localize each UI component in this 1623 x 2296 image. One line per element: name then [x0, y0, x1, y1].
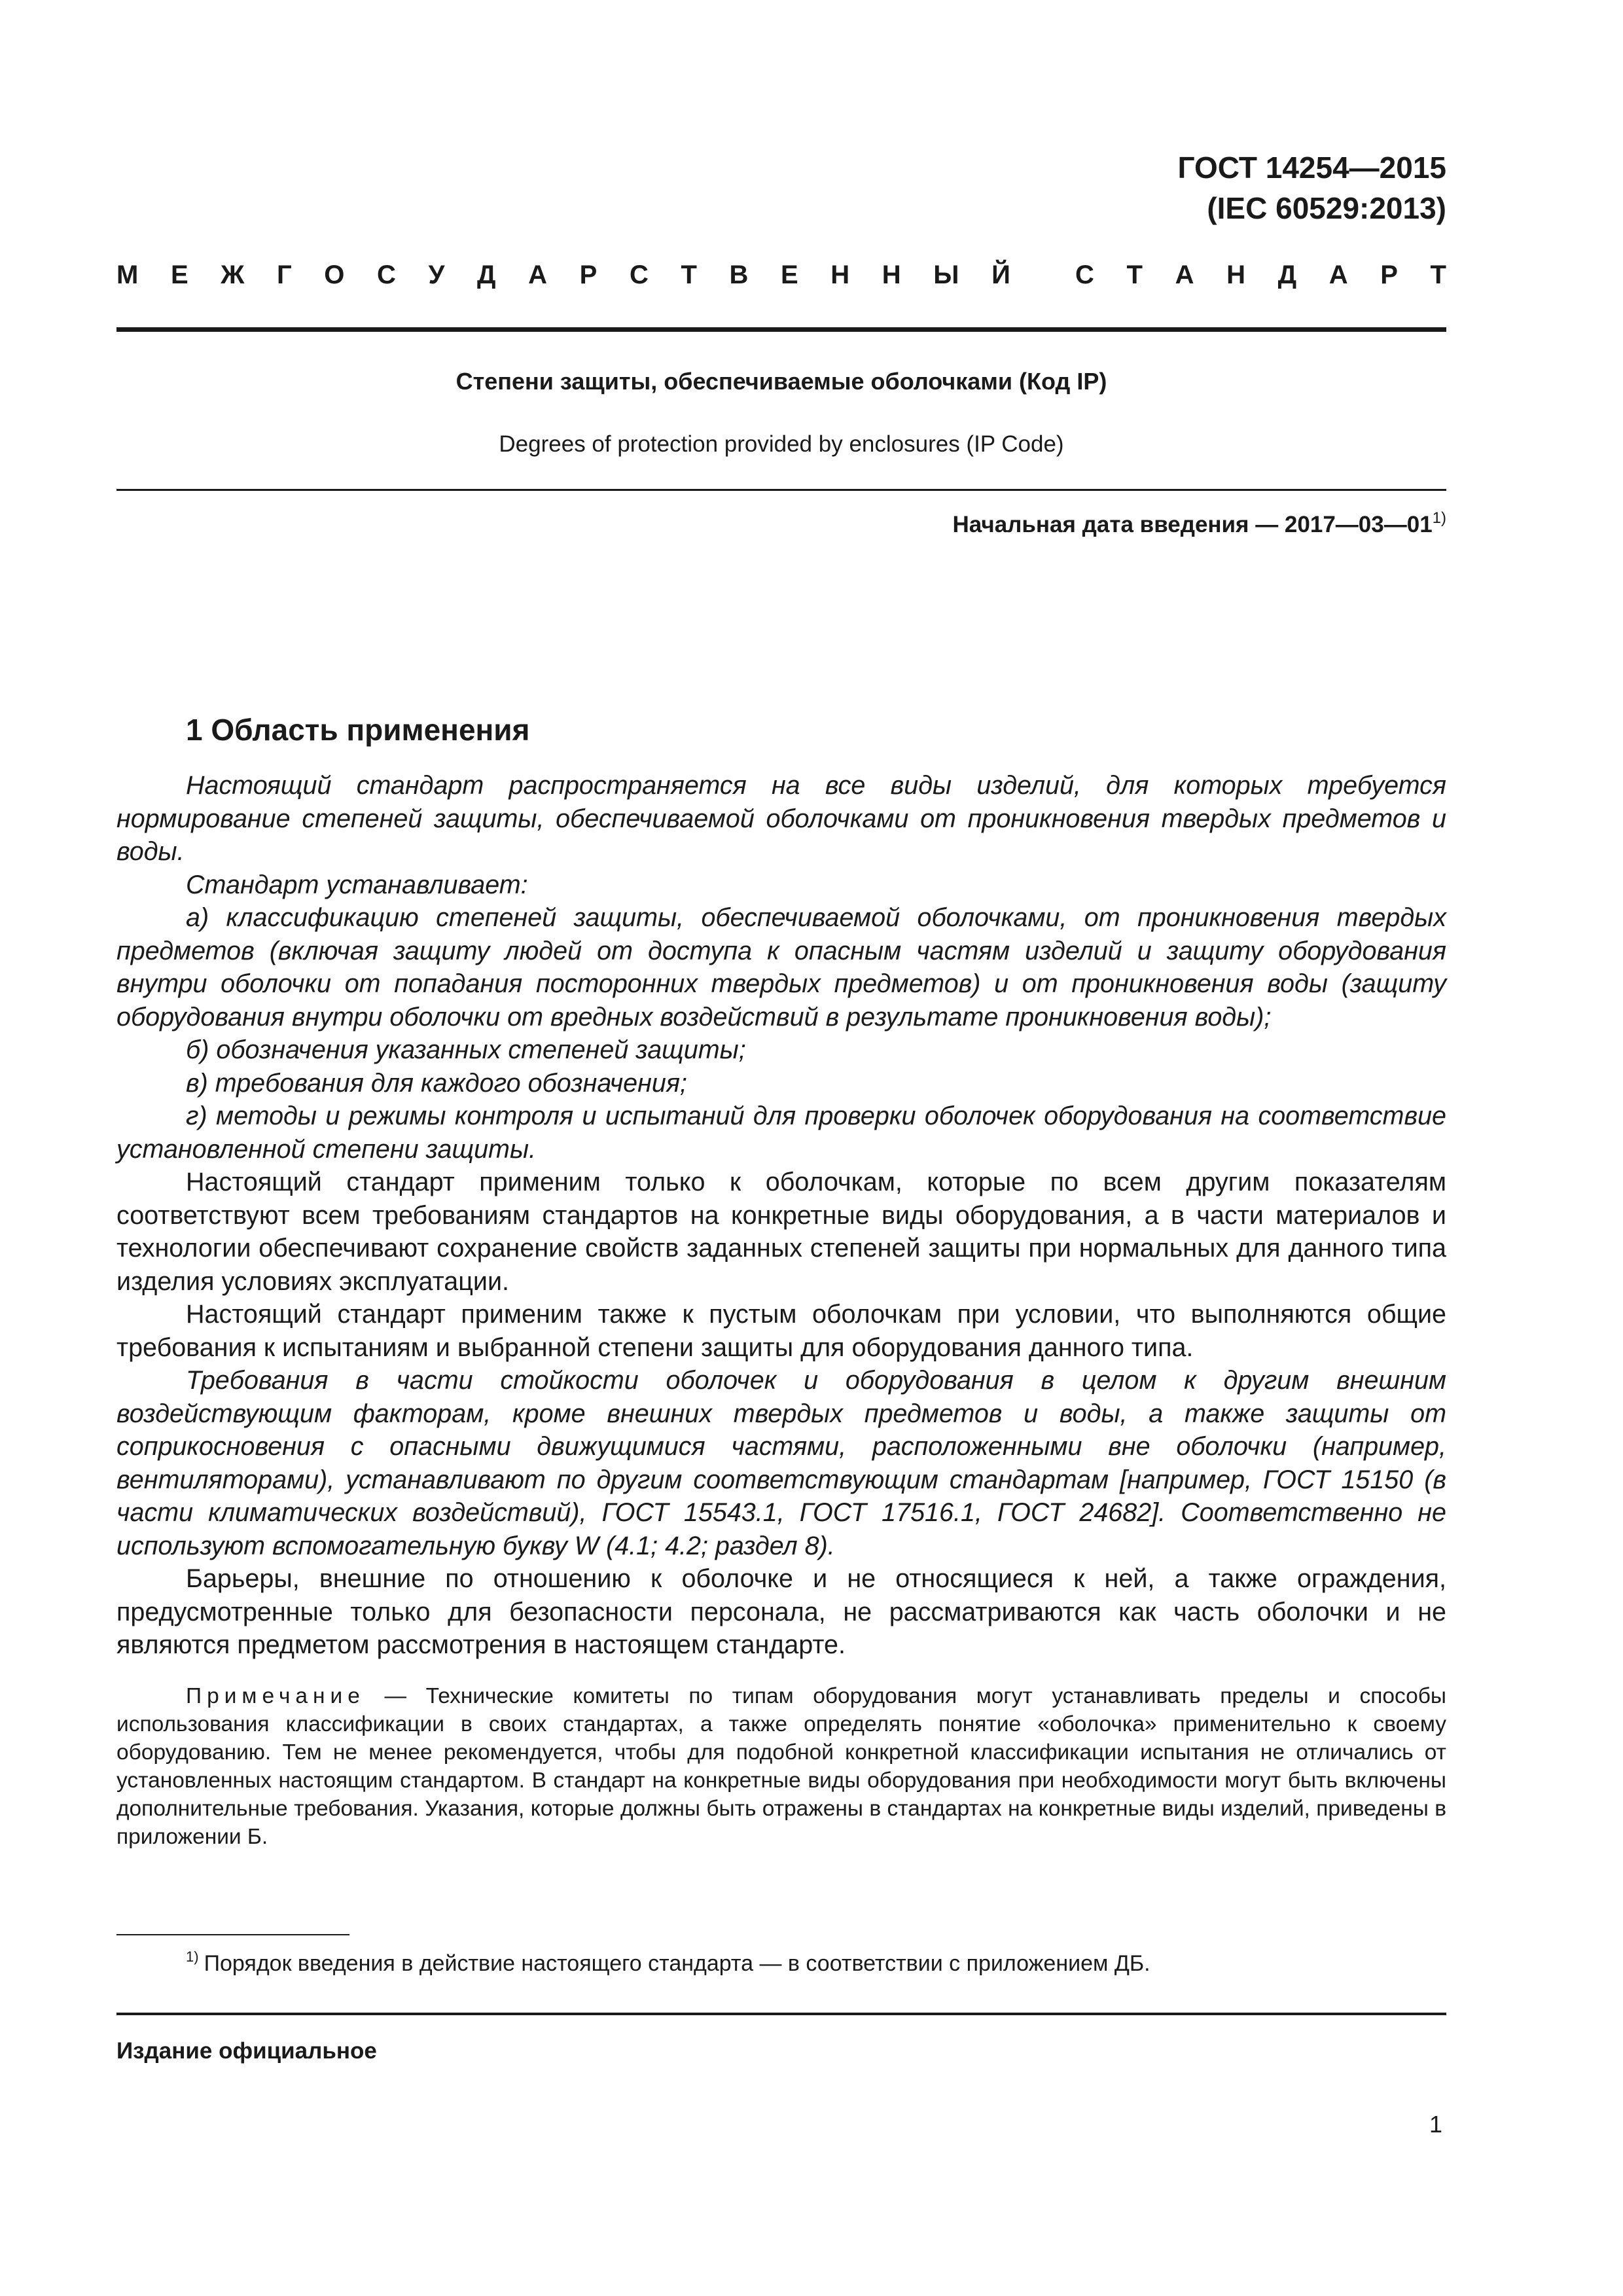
edition-label: Издание официальное [116, 2038, 377, 2064]
list-item: в) требования для каждого обозначения; [186, 1068, 687, 1098]
letter: А [1175, 260, 1194, 289]
footnote [186, 1949, 1150, 1978]
paragraph: Настоящий стандарт применим только к оболочкам, которые по всем другим показателям соответствуют всем требованиям стандартов на конкретные виды оборудования, а в части материалов и технологии обеспечивают сохранение свойств заданных степеней защиты при нормальных для данного типа изделия условиях эксплуатации. [116, 1168, 1446, 1296]
letter: Р [1380, 260, 1398, 289]
letter: Д [1277, 260, 1297, 289]
letter: Р [579, 260, 597, 289]
introduction-date [953, 509, 1446, 541]
letter: В [729, 260, 749, 289]
letter: Н [830, 260, 850, 289]
paragraph: Настоящий стандарт распространяется на все виды изделий, для которых требуется нормирование степеней защиты, обеспечиваемой оболочками от проникновения твердых предметов и воды. [116, 771, 1446, 866]
footnote-text: Порядок введения в действие настоящего стандарта — в соответствии с приложением ДБ. [204, 1951, 1150, 1976]
introduction-date-text: Начальная дата введения — 2017—03—01 [952, 512, 1433, 537]
letter: Д [477, 260, 496, 289]
letter: А [1329, 260, 1348, 289]
note-text: — Технические комитеты по типам оборудования могут устанавливать пределы и способы использования классификации в своих стандартах, а также определять понятие «оболочка» применительно к своему оборудованию. Тем не менее рекомендуется, чтобы для подобной конкретной классификации испытания не отличались от установленных настоящим стандартом. В стандарт на конкретные виды оборудования при необходимости могут быть включены дополнительные требования. Указания, которые должны быть отражены в стандартах на конкретные виды изделий, приведены в приложении Б. [116, 1684, 1447, 1849]
paragraph: Барьеры, внешние по отношению к оболочке и не относящиеся к ней, а также ограждения, предусмотренные только для безопасности персонала, не рассматриваются как часть оболочки и не являются предметом рассмотрения в настоящем стандарте. [116, 1564, 1446, 1659]
document-title-en: Degrees of protection provided by enclosures (IP Code) [499, 431, 1064, 457]
title-rule [116, 489, 1446, 491]
note-block [116, 1682, 1446, 1851]
letter: Ы [933, 260, 959, 289]
paragraph: Стандарт устанавливает: [186, 870, 528, 899]
letter: Е [170, 260, 188, 289]
paragraph: Требования в части стойкости оболочек и оборудования в целом к другим внешним воздействующим факторам, кроме внешних твердых предметов и воды, а также защиты от соприкосновения с опасными движущимися частями, расположенными вне оболочки (например, вентиляторами), устанавливают по другим соответствующим стандартам [например, ГОСТ 15150 (в части климатических воздействий), ГОСТ 15543.1, ГОСТ 17516.1, ГОСТ 24682]. Соответственно не используют вспомогательную букву W (4.1; 4.2; раздел 8). [116, 1366, 1446, 1560]
letter: О [324, 260, 345, 289]
interstate-standard-label [116, 258, 1446, 292]
section-heading: 1 Область применения [186, 713, 530, 747]
letter: Й [991, 260, 1010, 289]
footer-rule [116, 2013, 1446, 2015]
letter: С [629, 260, 649, 289]
paragraph: Настоящий стандарт применим также к пустым оболочкам при условии, что выполняются общие требования к испытаниям и выбранной степени защиты для оборудования данного типа. [116, 1300, 1446, 1362]
list-item: г) методы и режимы контроля и испытаний для проверки оболочек оборудования на соответствие установленной степени защиты. [116, 1102, 1446, 1164]
letter: Г [277, 260, 292, 289]
letter: Т [1430, 260, 1446, 289]
footnote-mark: 1) [186, 1948, 199, 1965]
note-paragraph [116, 1682, 1446, 1851]
page-number: 1 [1429, 2111, 1442, 2138]
letter: А [528, 260, 548, 289]
document-title-ru: Степени защиты, обеспечиваемые оболочками (Код IP) [455, 368, 1107, 395]
letter: У [428, 260, 445, 289]
letter: Н [1226, 260, 1245, 289]
letter: Т [1126, 260, 1143, 289]
header-thick-rule [116, 327, 1446, 332]
letter: Ж [221, 260, 245, 289]
section-body [116, 769, 1446, 1662]
letter: Т [681, 260, 697, 289]
list-item: б) обозначения указанных степеней защиты; [186, 1035, 746, 1064]
list-item: а) классификацию степеней защиты, обеспечиваемой оболочками, от проникновения твердых предметов (включая защиту людей от доступа к опасным частям изделий и защиту оборудования внутри оболочки от попадания посторонних твердых предметов) и от проникновения воды (защиту оборудования внутри оболочки от вредных воздействий в результате проникновения воды); [116, 903, 1446, 1031]
standard-number-block [1178, 147, 1446, 228]
letter: С [1075, 260, 1094, 289]
footnote-reference[interactable]: 1) [1432, 509, 1446, 527]
letter: Н [882, 260, 901, 289]
standard-number: ГОСТ 14254—2015 [1177, 151, 1446, 185]
footnote-separator [116, 1934, 349, 1935]
note-label: Примечание [186, 1684, 365, 1708]
letter: Е [780, 260, 798, 289]
iec-number: (IEC 60529:2013) [1207, 191, 1446, 225]
letter: С [377, 260, 396, 289]
letter: М [116, 260, 139, 289]
